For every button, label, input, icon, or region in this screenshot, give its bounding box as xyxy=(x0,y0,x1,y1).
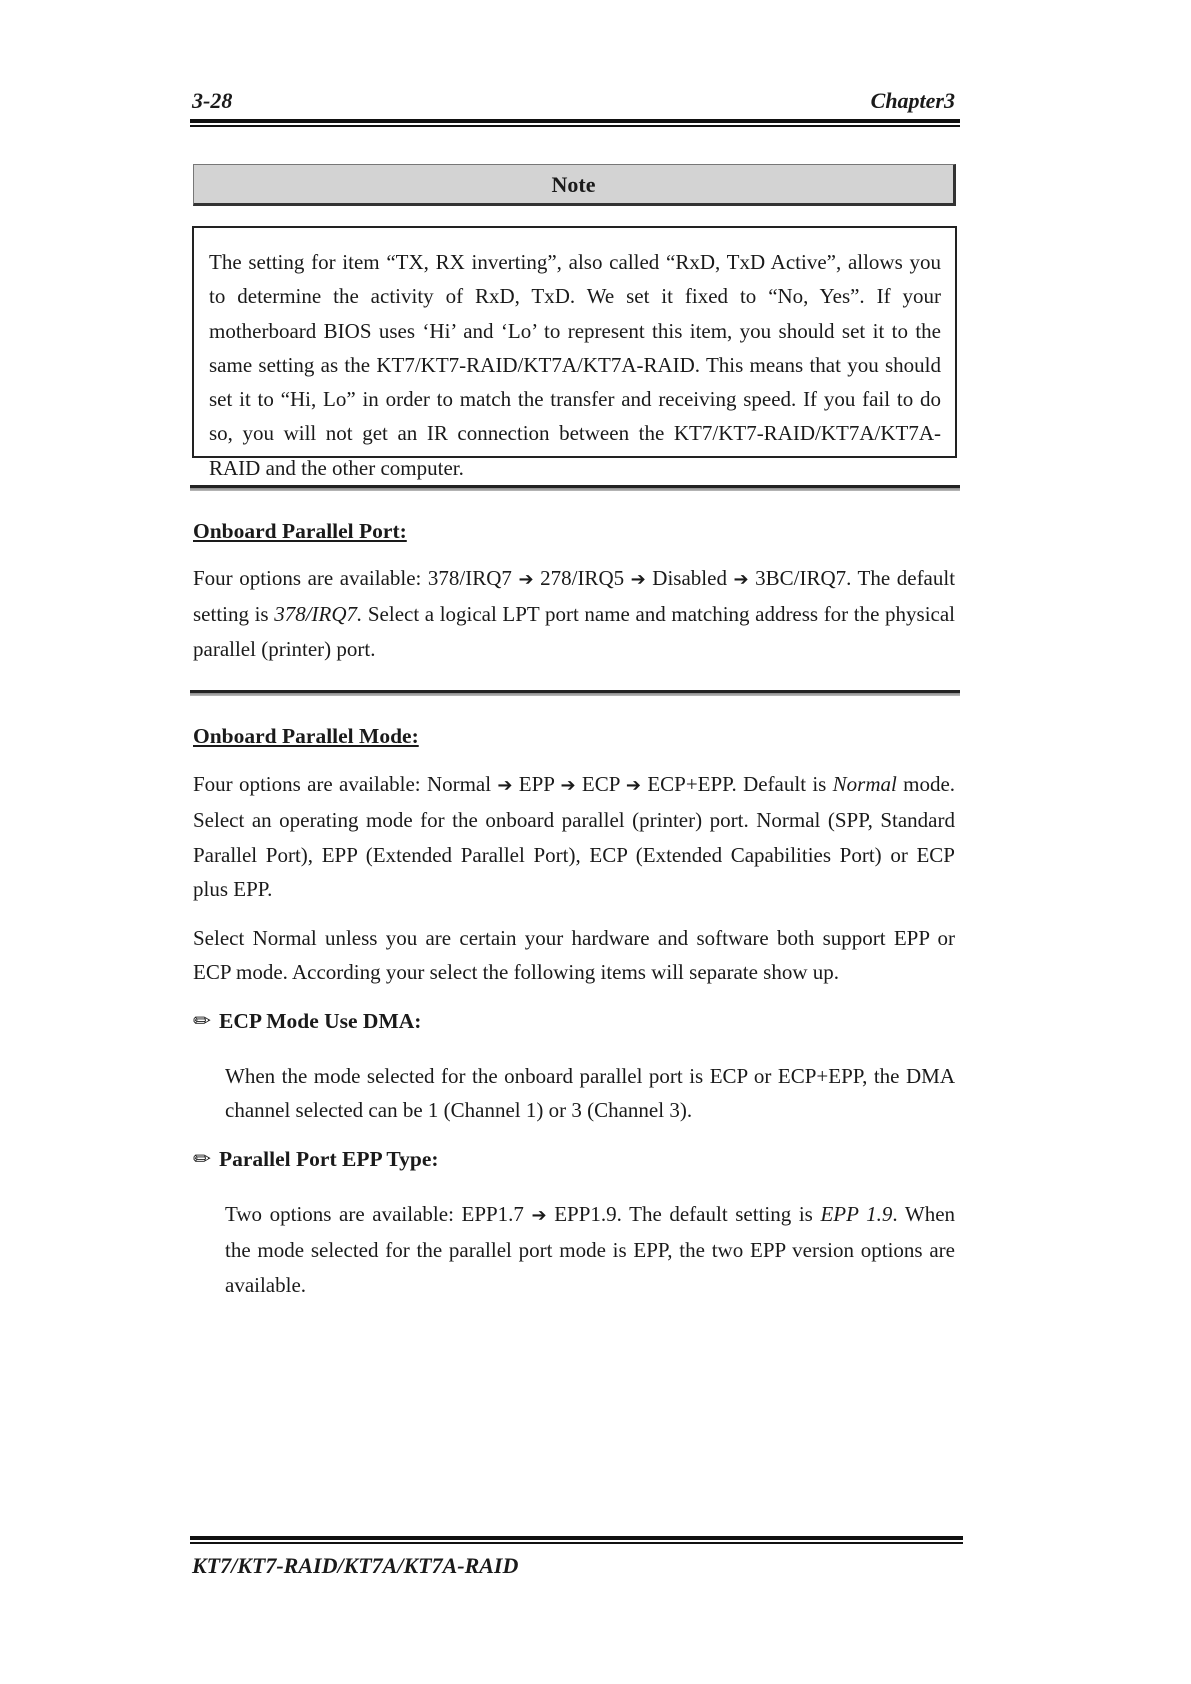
parallel-mode-description: Four options are available: Normal ➔ EPP ➔ ECP ➔ ECP+EPP. Default is Normal mode. Select an operating mode for the onboard parallel (printer) port. Normal (SPP, Standard Parallel Port), EPP (Extended Parallel Port), ECP (Extended Capabilities Port) or ECP plus EPP. xyxy=(193,772,956,901)
page-number: 3-28 xyxy=(192,88,233,113)
parallel-mode-heading: Onboard Parallel Mode: xyxy=(193,724,419,748)
parallel-port-description: Four options are available: 378/IRQ7 ➔ 278/IRQ5 ➔ Disabled ➔ 3BC/IRQ7. The default setting is 378/IRQ7. Select a logical LPT port name and matching address for the physical parallel (printer) port. xyxy=(193,566,956,661)
arrow-icon: ➔ xyxy=(625,775,642,796)
arrow-icon: ➔ xyxy=(497,775,513,796)
epp-type-description: Two options are available: EPP1.7 ➔ EPP1.9. The default setting is EPP 1.9. When the mode selected for the parallel port mode is EPP, the two EPP version options are available. xyxy=(225,1202,956,1297)
pencil-icon: ✏ xyxy=(193,1009,212,1033)
chapter-title: Chapter3 xyxy=(870,88,955,113)
parallel-mode-note: Select Normal unless you are certain your hardware and software both support EPP or ECP mode. According your select the following items will separate show up. xyxy=(193,926,955,985)
epp-type-title: ✏ Parallel Port EPP Type: xyxy=(193,1147,439,1171)
section-divider xyxy=(190,485,960,491)
header-rule xyxy=(190,119,960,127)
parallel-port-heading: Onboard Parallel Port: xyxy=(193,519,407,543)
footer-rule xyxy=(190,1536,963,1544)
arrow-icon: ➔ xyxy=(630,569,646,590)
ecp-dma-description: When the mode selected for the onboard parallel port is ECP or ECP+EPP, the DMA channel selected can be 1 (Channel 1) or 3 (Channel 3). xyxy=(225,1064,955,1123)
arrow-icon: ➔ xyxy=(518,569,534,590)
ecp-dma-title: ✏ ECP Mode Use DMA: xyxy=(193,1009,422,1033)
note-title: Note xyxy=(193,164,956,206)
footer-title: KT7/KT7-RAID/KT7A/KT7A-RAID xyxy=(192,1553,519,1578)
pencil-icon: ✏ xyxy=(193,1147,212,1171)
arrow-icon: ➔ xyxy=(560,775,576,796)
section-divider xyxy=(190,690,960,696)
arrow-icon: ➔ xyxy=(733,569,749,590)
note-text: The setting for item “TX, RX inverting”, also called “RxD, TxD Active”, allows you to determine the activity of RxD, TxD. We set it fixed to “No, Yes”. If your motherboard BIOS uses ‘Hi’ and ‘Lo’ to represent this item, you should set it to the same setting as the KT7/KT7-RAID/KT7A/KT7A-RAID. This means that you should set it to “Hi, Lo” in order to match the transfer and receiving speed. If you fail to do so, you will not get an IR connection between the KT7/KT7-RAID/KT7A/KT7A-RAID and the other computer. xyxy=(192,226,957,458)
arrow-icon: ➔ xyxy=(531,1205,547,1226)
